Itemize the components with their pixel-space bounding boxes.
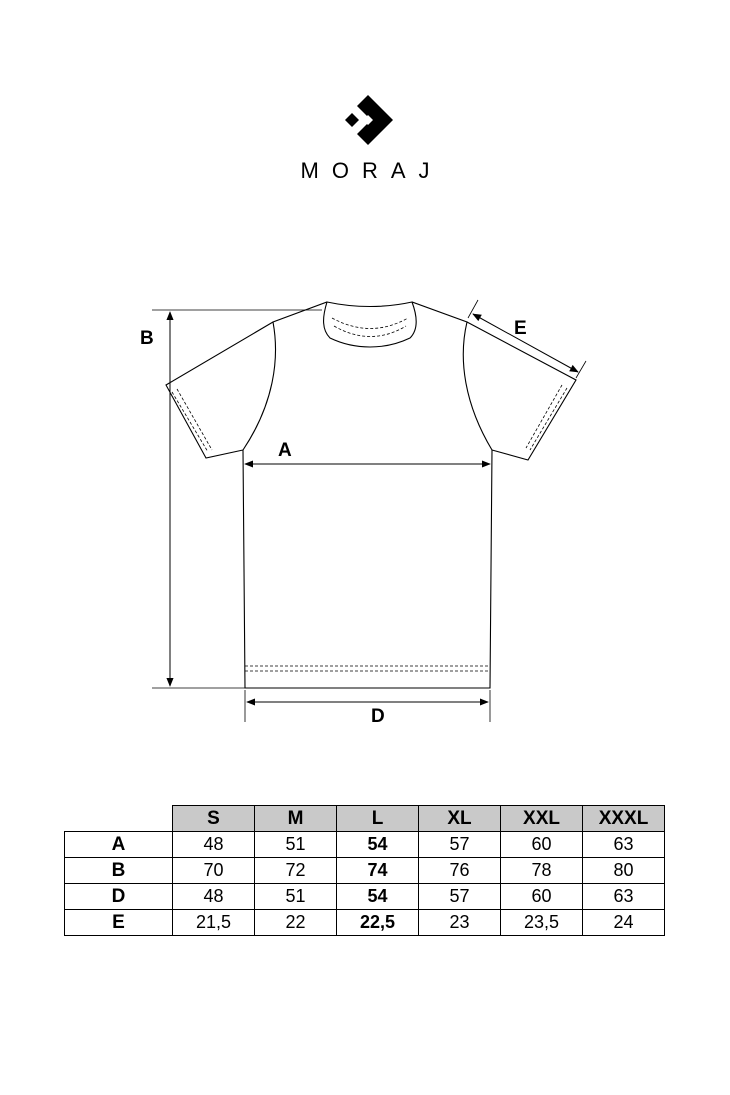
table-cell: 21,5 [173, 910, 255, 936]
table-cell: 60 [501, 884, 583, 910]
right-sleeve [467, 322, 576, 460]
table-cell: 63 [583, 832, 665, 858]
table-cell: 23 [419, 910, 501, 936]
table-cell: 60 [501, 832, 583, 858]
size-header-m: M [255, 806, 337, 832]
dimension-e-label: E [514, 318, 527, 339]
table-row [65, 858, 665, 884]
table-cell: 22 [255, 910, 337, 936]
row-label: B [65, 858, 173, 884]
table-corner [65, 806, 173, 832]
table-cell: 22,5 [337, 910, 419, 936]
size-header-s: S [173, 806, 255, 832]
table-cell: 54 [337, 884, 419, 910]
table-row [65, 832, 665, 858]
table-cell: 78 [501, 858, 583, 884]
size-header-l: L [337, 806, 419, 832]
table-cell: 57 [419, 832, 501, 858]
dimension-b-label: B [140, 328, 154, 349]
table-cell: 54 [337, 832, 419, 858]
row-label: A [65, 832, 173, 858]
table-cell: 72 [255, 858, 337, 884]
table-cell: 48 [173, 884, 255, 910]
table-cell: 70 [173, 858, 255, 884]
brand-name: MORAJ [300, 158, 443, 183]
table-row [65, 910, 665, 936]
table-cell: 57 [419, 884, 501, 910]
size-header-xl: XL [419, 806, 501, 832]
dimension-a-label: A [278, 440, 292, 461]
size-header-xxl: XXL [501, 806, 583, 832]
dimension-d-label: D [371, 706, 385, 727]
table-cell: 48 [173, 832, 255, 858]
table-row [65, 884, 665, 910]
row-label: D [65, 884, 173, 910]
table-cell: 76 [419, 858, 501, 884]
table-cell: 80 [583, 858, 665, 884]
table-cell: 24 [583, 910, 665, 936]
collar [324, 302, 417, 347]
table-cell: 23,5 [501, 910, 583, 936]
table-cell: 51 [255, 832, 337, 858]
left-sleeve [166, 322, 273, 458]
size-header-row [65, 806, 665, 832]
table-cell: 74 [337, 858, 419, 884]
shirt-outline [243, 302, 492, 688]
size-table-body [65, 832, 665, 936]
size-chart-table [64, 805, 665, 936]
size-header-xxxl: XXXL [583, 806, 665, 832]
table-cell: 51 [255, 884, 337, 910]
table-cell: 63 [583, 884, 665, 910]
row-label: E [65, 910, 173, 936]
